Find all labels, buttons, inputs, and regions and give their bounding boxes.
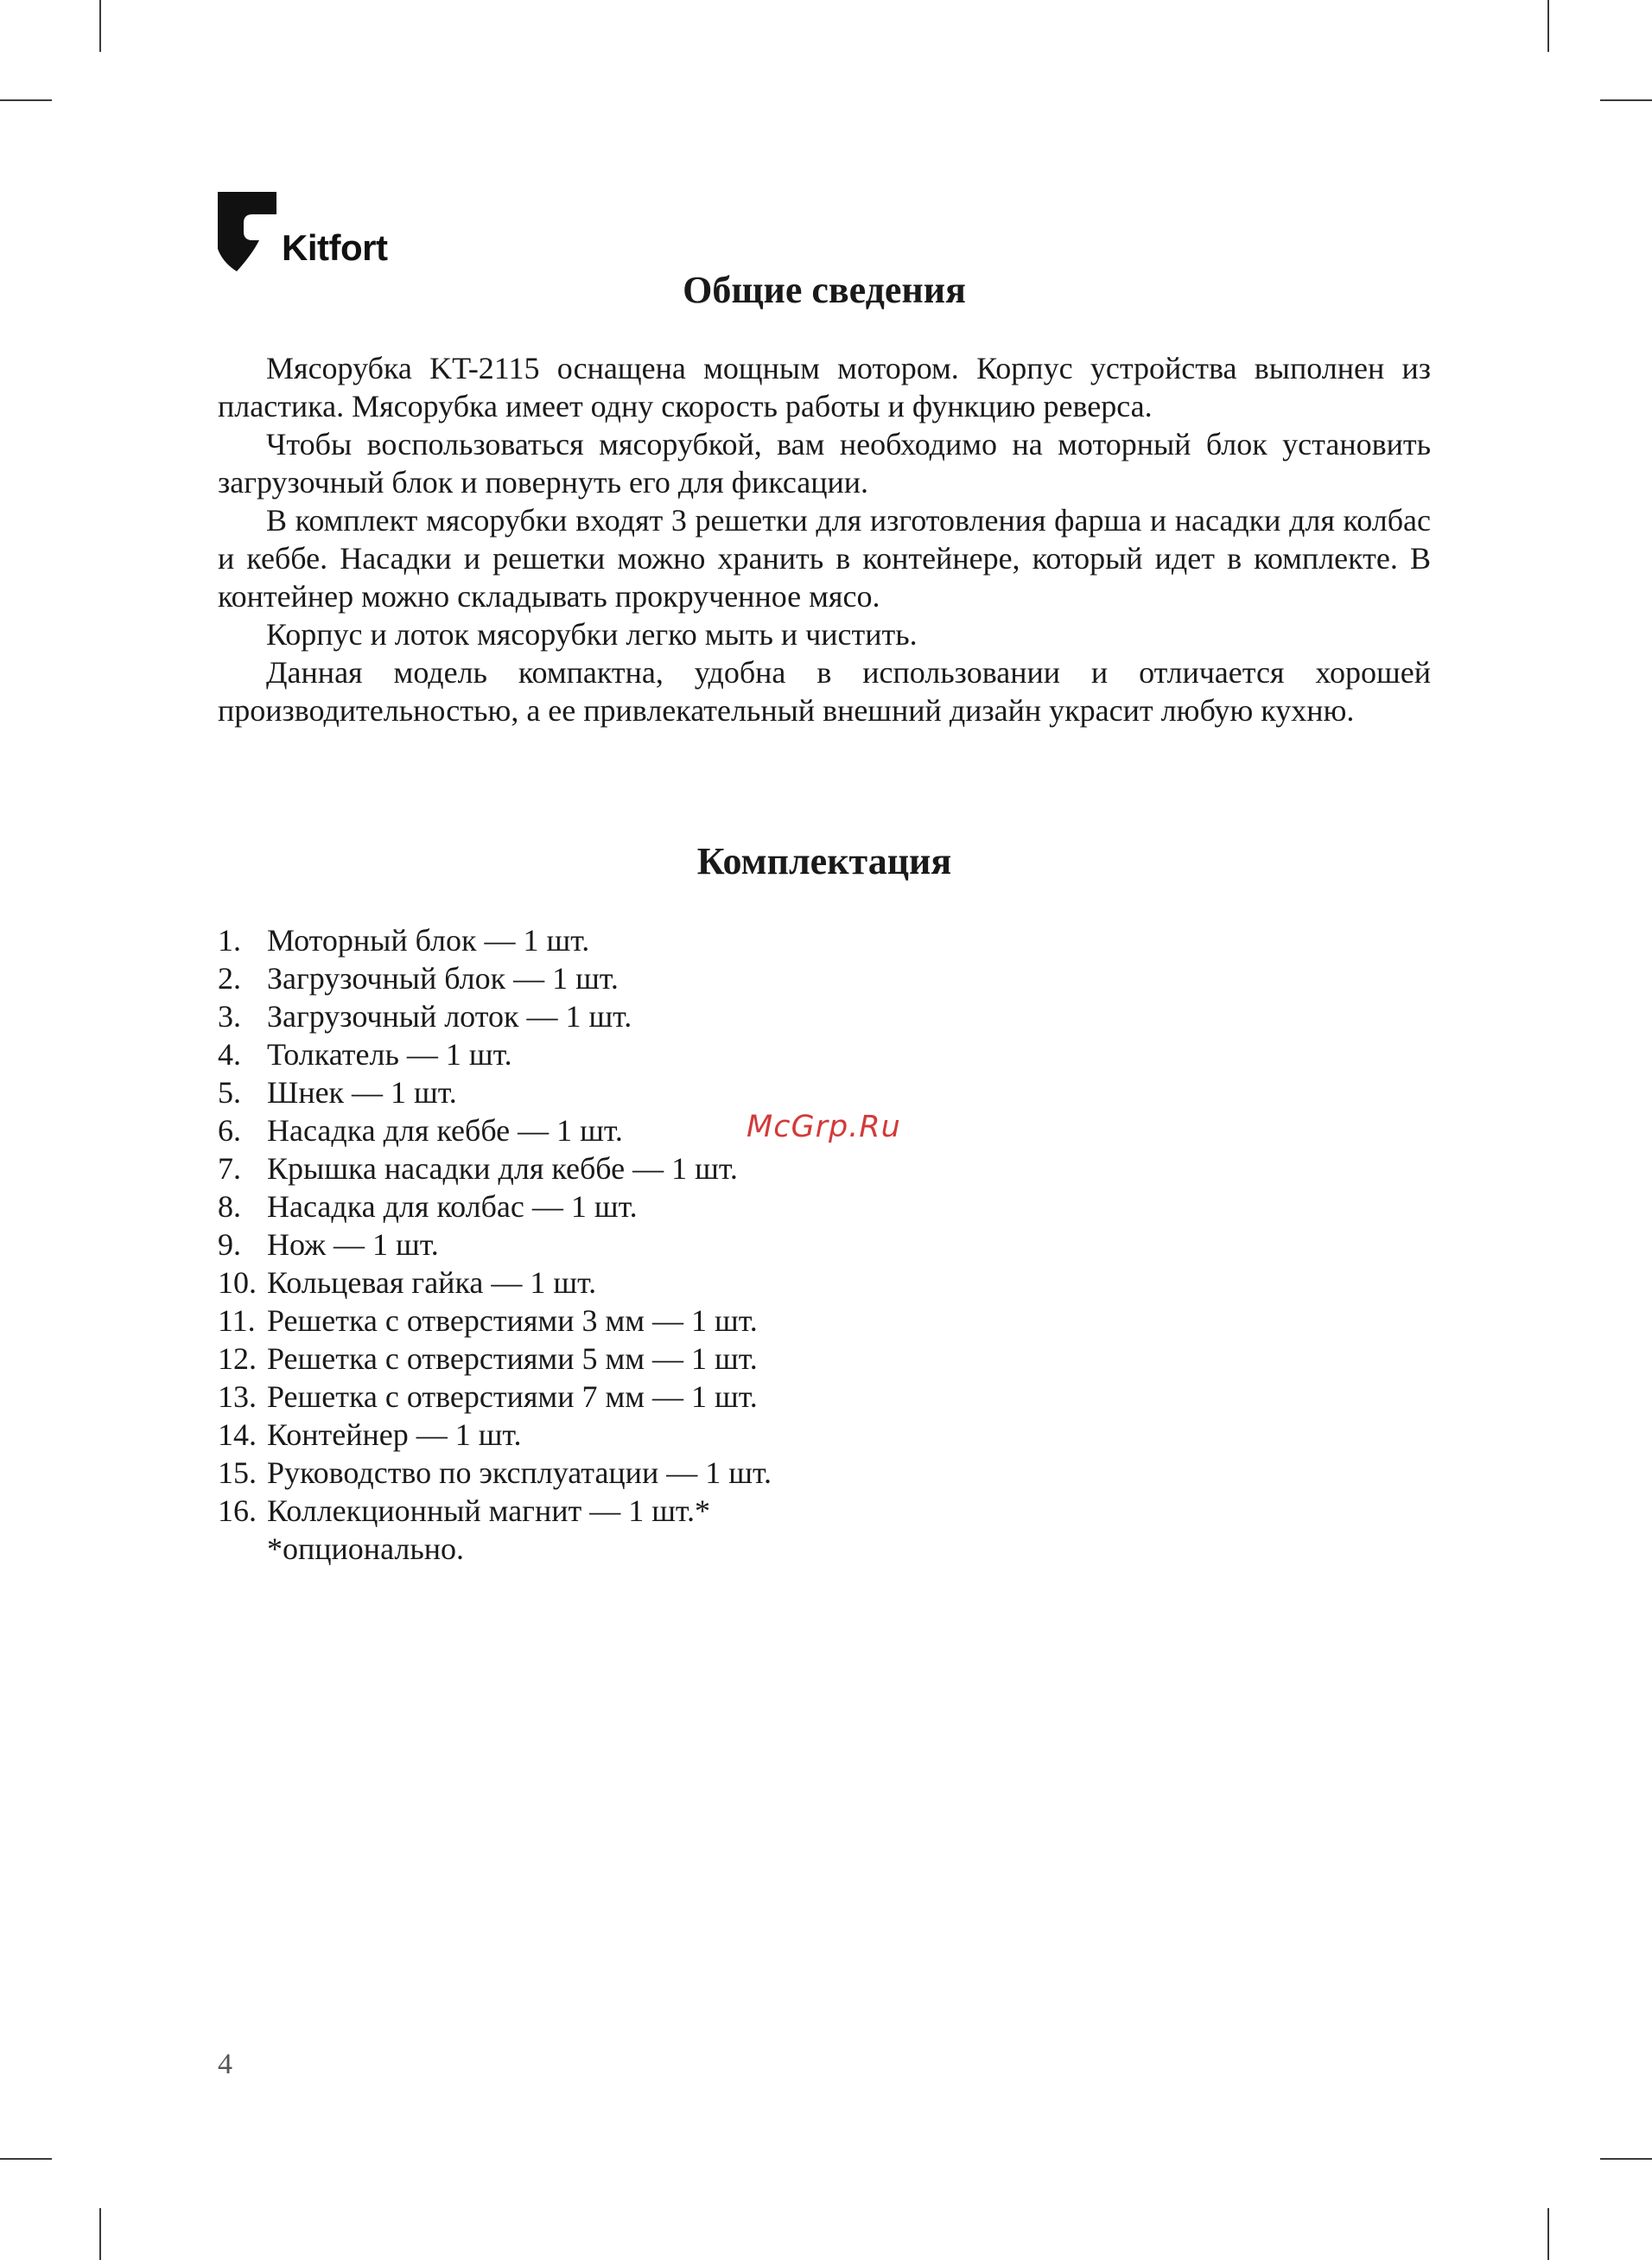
list-item: [218, 959, 1431, 997]
item-text: Руководство по эксплуатации — 1 шт.: [267, 1455, 772, 1490]
list-item: [218, 1073, 1431, 1111]
item-number: 11.: [218, 1303, 256, 1338]
list-item: [218, 1340, 1431, 1378]
crop-mark-bottom-right: [1547, 2208, 1549, 2260]
crop-mark-left-top: [0, 99, 52, 101]
item-number: 9.: [218, 1227, 241, 1262]
list-item: [218, 1225, 1431, 1264]
general-info-title: Общие сведения: [683, 269, 966, 311]
item-number: 3.: [218, 999, 241, 1034]
crop-mark-left-bottom: [0, 2158, 52, 2160]
list-item: [218, 1492, 1431, 1530]
item-text: Контейнер — 1 шт.: [267, 1417, 522, 1452]
item-number: 5.: [218, 1075, 241, 1110]
paragraph: Данная модель компактна, удобна в использовании и отличается хорошей производительностью, а ее привлекательный внешний дизайн украсит любую кухню.: [218, 655, 1431, 728]
item-text: Кольцевая гайка — 1 шт.: [267, 1265, 597, 1300]
brand-name: Kitfort: [282, 227, 388, 268]
brand-logo: [218, 188, 387, 271]
item-text: Нож — 1 шт.: [267, 1227, 439, 1262]
item-text: Шнек — 1 шт.: [267, 1075, 457, 1110]
item-text: Решетка с отверстиями 3 мм — 1 шт.: [267, 1303, 758, 1338]
paragraph: Чтобы воспользоваться мясорубкой, вам необходимо на моторный блок установить загрузочный блок и повернуть его для фиксации.: [218, 427, 1431, 500]
contents-title: Комплектация: [696, 840, 952, 882]
footnote: *опционально.: [267, 1531, 465, 1566]
item-number: 16.: [218, 1493, 257, 1528]
list-item: [218, 1149, 1431, 1187]
paragraph: В комплект мясорубки входят 3 решетки для изготовления фарша и насадки для колбас и кеббе. Насадки и решетки можно хранить в контейнере, который идет в комплекте. В контейнер можно складывать прокрученное мясо.: [218, 503, 1431, 614]
item-text: Коллекционный магнит — 1 шт.*: [267, 1493, 710, 1528]
page-number: 4: [218, 2048, 232, 2080]
item-text: Насадка для колбас — 1 шт.: [267, 1189, 638, 1224]
contents-list: [218, 921, 1431, 1530]
item-number: 1.: [218, 923, 241, 958]
item-number: 13.: [218, 1379, 257, 1414]
item-number: 14.: [218, 1417, 257, 1452]
list-item: [218, 1416, 1431, 1454]
list-item: [218, 1378, 1431, 1416]
item-number: 7.: [218, 1151, 241, 1186]
crop-mark-top-right: [1547, 0, 1549, 52]
crop-mark-right-bottom: [1600, 2158, 1652, 2160]
paragraph: Мясорубка KT-2115 оснащена мощным мотором. Корпус устройства выполнен из пластика. Мясорубка имеет одну скорость работы и функцию реверса.: [218, 351, 1431, 423]
item-number: 8.: [218, 1189, 241, 1224]
item-text: Загрузочный блок — 1 шт.: [267, 961, 619, 996]
list-item: [218, 1187, 1431, 1225]
crop-mark-bottom-left: [99, 2208, 101, 2260]
paragraph: Корпус и лоток мясорубки легко мыть и чистить.: [266, 617, 918, 652]
item-number: 12.: [218, 1341, 257, 1376]
item-text: Моторный блок — 1 шт.: [267, 923, 590, 958]
crop-mark-top-left: [99, 0, 101, 52]
list-item: [218, 1302, 1431, 1340]
item-text: Насадка для кеббе — 1 шт.: [267, 1113, 623, 1148]
general-info-text: [218, 349, 1431, 729]
list-item: [218, 921, 1431, 959]
list-item: [218, 1264, 1431, 1302]
watermark[interactable]: McGrp.Ru: [747, 1110, 901, 1144]
item-number: 15.: [218, 1455, 257, 1490]
item-text: Крышка насадки для кеббе — 1 шт.: [267, 1151, 738, 1186]
item-text: Решетка с отверстиями 7 мм — 1 шт.: [267, 1379, 758, 1414]
item-number: 4.: [218, 1037, 241, 1072]
crop-mark-right-top: [1600, 99, 1652, 101]
kitfort-logo-icon: [218, 192, 276, 271]
list-item: [218, 1035, 1431, 1073]
list-item: [218, 1454, 1431, 1492]
item-text: Толкатель — 1 шт.: [267, 1037, 512, 1072]
list-item: [218, 997, 1431, 1035]
item-number: 6.: [218, 1113, 241, 1148]
item-number: 2.: [218, 961, 241, 996]
item-text: Решетка с отверстиями 5 мм — 1 шт.: [267, 1341, 758, 1376]
item-text: Загрузочный лоток — 1 шт.: [267, 999, 632, 1034]
item-number: 10.: [218, 1265, 257, 1300]
